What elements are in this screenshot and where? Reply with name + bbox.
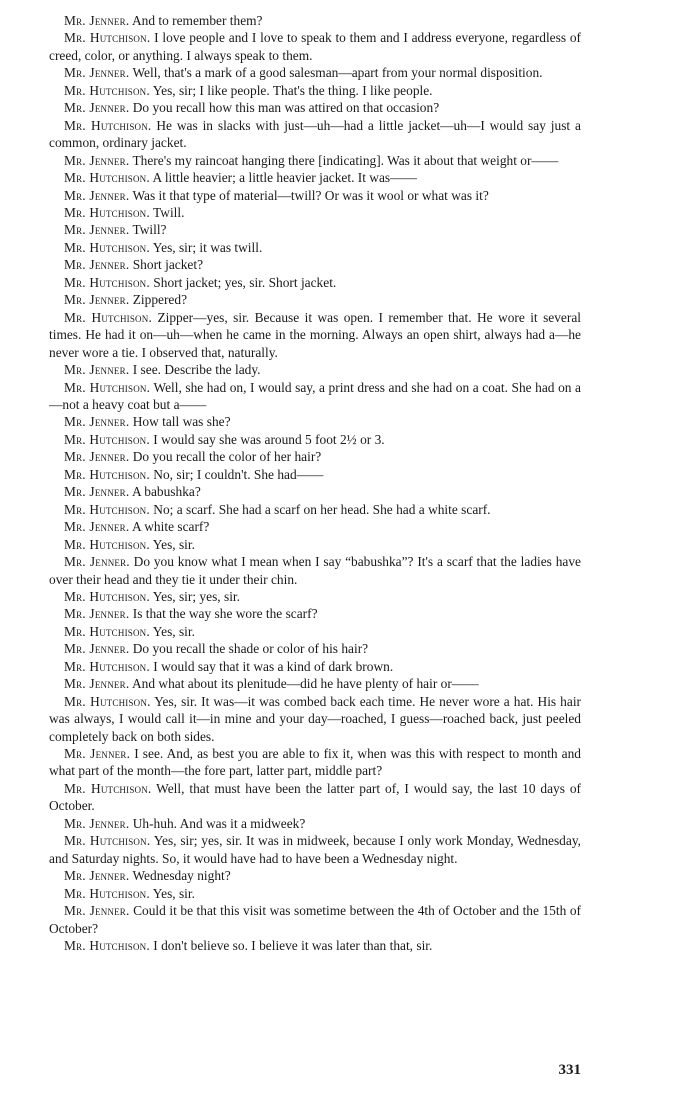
speaker-name: Mr. Jenner. bbox=[64, 187, 130, 203]
statement-text: Yes, sir. It was—it was combed back each time. He never wore a hat. His hair was always, I would call it—in mine and your day—roached, I guess—roached back, just peeled completely back on both sides. bbox=[49, 693, 581, 744]
testimony-paragraph bbox=[49, 152, 581, 169]
speaker-name: Mr. Jenner. bbox=[64, 414, 130, 430]
speaker-name: Mr. Hutchison. bbox=[64, 466, 150, 482]
testimony-paragraph bbox=[49, 553, 581, 588]
testimony-paragraph bbox=[49, 483, 581, 500]
statement-text: There's my raincoat hanging there [indicating]. Was it about that weight or—— bbox=[132, 152, 559, 168]
testimony-paragraph bbox=[49, 204, 581, 221]
statement-text: Yes, sir; yes, sir. bbox=[152, 588, 240, 604]
speaker-name: Mr. Jenner. bbox=[64, 13, 130, 28]
statement-text: No; a scarf. She had a scarf on her head. She had a white scarf. bbox=[153, 501, 491, 517]
speaker-name: Mr. Hutchison. bbox=[64, 658, 150, 674]
speaker-name: Mr. Jenner. bbox=[64, 100, 130, 116]
statement-text: Do you recall the color of her hair? bbox=[132, 449, 322, 465]
testimony-paragraph bbox=[49, 309, 581, 361]
statement-text: Twill? bbox=[132, 222, 167, 238]
speaker-name: Mr. Hutchison. bbox=[64, 309, 153, 325]
statement-text: I love people and I love to speak to them and I address everyone, regardless of creed, color, or anything. I always speak to them. bbox=[49, 30, 581, 63]
statement-text: Yes, sir. bbox=[152, 623, 195, 639]
speaker-name: Mr. Jenner. bbox=[64, 362, 130, 378]
statement-text: Zippered? bbox=[132, 292, 188, 308]
testimony-paragraph bbox=[49, 256, 581, 273]
testimony-paragraph bbox=[49, 937, 581, 954]
statement-text: No, sir; I couldn't. She had—— bbox=[153, 466, 324, 482]
statement-text: A little heavier; a little heavier jacket. It was—— bbox=[152, 170, 417, 186]
speaker-name: Mr. Hutchison. bbox=[64, 239, 150, 255]
speaker-name: Mr. Jenner. bbox=[64, 815, 130, 831]
testimony-text bbox=[49, 12, 581, 954]
testimony-paragraph bbox=[49, 780, 581, 815]
statement-text: He was in slacks with just—uh—had a little jacket—uh—I would say just a common, ordinary jacket. bbox=[49, 117, 581, 151]
testimony-paragraph bbox=[49, 221, 581, 238]
speaker-name: Mr. Hutchison. bbox=[64, 885, 150, 901]
statement-text: I would say she was around 5 foot 2½ or 3. bbox=[153, 431, 385, 447]
testimony-paragraph bbox=[49, 99, 581, 116]
speaker-name: Mr. Jenner. bbox=[64, 676, 130, 692]
statement-text: Short jacket; yes, sir. Short jacket. bbox=[153, 274, 337, 290]
speaker-name: Mr. Hutchison. bbox=[64, 379, 151, 395]
statement-text: Yes, sir. bbox=[152, 536, 195, 552]
speaker-name: Mr. Jenner. bbox=[64, 554, 130, 570]
testimony-paragraph bbox=[49, 291, 581, 308]
speaker-name: Mr. Hutchison. bbox=[64, 82, 150, 98]
statement-text: Do you know what I mean when I say “babushka”? It's a scarf that the ladies have over their head and they tie it under their chin. bbox=[49, 554, 581, 587]
testimony-paragraph bbox=[49, 239, 581, 256]
speaker-name: Mr. Jenner. bbox=[64, 484, 130, 500]
statement-text: And what about its plenitude—did he have plenty of hair or—— bbox=[131, 676, 479, 692]
speaker-name: Mr. Jenner. bbox=[64, 868, 130, 884]
testimony-paragraph bbox=[49, 832, 581, 867]
speaker-name: Mr. Jenner. bbox=[64, 222, 130, 238]
testimony-paragraph bbox=[49, 501, 581, 518]
testimony-paragraph bbox=[49, 815, 581, 832]
statement-text: Yes, sir. bbox=[152, 885, 195, 901]
statement-text: Yes, sir; I like people. That's the thing. I like people. bbox=[152, 82, 433, 98]
testimony-paragraph bbox=[49, 12, 581, 29]
speaker-name: Mr. Hutchison. bbox=[64, 693, 151, 709]
statement-text: How tall was she? bbox=[132, 414, 231, 430]
testimony-paragraph bbox=[49, 117, 581, 152]
testimony-paragraph bbox=[49, 885, 581, 902]
speaker-name: Mr. Hutchison. bbox=[64, 431, 150, 447]
statement-text: Short jacket? bbox=[132, 257, 204, 273]
speaker-name: Mr. Hutchison. bbox=[64, 30, 151, 46]
speaker-name: Mr. Hutchison. bbox=[64, 536, 150, 552]
speaker-name: Mr. Jenner. bbox=[64, 152, 130, 168]
speaker-name: Mr. Hutchison. bbox=[64, 588, 150, 604]
speaker-name: Mr. Jenner. bbox=[64, 292, 130, 308]
testimony-paragraph bbox=[49, 169, 581, 186]
statement-text: Yes, sir; it was twill. bbox=[152, 239, 263, 255]
testimony-paragraph bbox=[49, 588, 581, 605]
speaker-name: Mr. Hutchison. bbox=[64, 501, 150, 517]
statement-text: I don't believe so. I believe it was later than that, sir. bbox=[153, 938, 433, 954]
statement-text: Zipper—yes, sir. Because it was open. I remember that. He wore it several times. He had it on—uh—when he came in the morning. Always an open shirt, always had a—he never wore a tie. I observed that, naturally. bbox=[49, 309, 581, 360]
statement-text: Wednesday night? bbox=[132, 868, 231, 884]
testimony-paragraph bbox=[49, 658, 581, 675]
testimony-paragraph bbox=[49, 605, 581, 622]
statement-text: Uh-huh. And was it a midweek? bbox=[132, 815, 306, 831]
testimony-paragraph bbox=[49, 64, 581, 81]
speaker-name: Mr. Jenner. bbox=[64, 641, 130, 657]
statement-text: Do you recall how this man was attired on that occasion? bbox=[132, 100, 440, 116]
statement-text: Is that the way she wore the scarf? bbox=[132, 606, 318, 622]
statement-text: Well, that's a mark of a good salesman—apart from your normal disposition. bbox=[132, 65, 543, 81]
speaker-name: Mr. Jenner. bbox=[64, 606, 130, 622]
testimony-paragraph bbox=[49, 623, 581, 640]
statement-text: I see. And, as best you are able to fix it, when was this with respect to month and what part of the month—the fore part, latter part, middle part? bbox=[49, 746, 581, 779]
testimony-paragraph bbox=[49, 867, 581, 884]
testimony-paragraph bbox=[49, 902, 581, 937]
statement-text: Do you recall the shade or color of his hair? bbox=[132, 641, 369, 657]
statement-text: I would say that it was a kind of dark brown. bbox=[153, 658, 394, 674]
speaker-name: Mr. Jenner. bbox=[64, 519, 130, 535]
testimony-paragraph bbox=[49, 413, 581, 430]
testimony-paragraph bbox=[49, 82, 581, 99]
statement-text: And to remember them? bbox=[131, 13, 263, 28]
speaker-name: Mr. Jenner. bbox=[64, 903, 130, 919]
speaker-name: Mr. Hutchison. bbox=[64, 623, 150, 639]
testimony-paragraph bbox=[49, 379, 581, 414]
testimony-paragraph bbox=[49, 361, 581, 378]
speaker-name: Mr. Jenner. bbox=[64, 449, 130, 465]
statement-text: A white scarf? bbox=[131, 519, 210, 535]
speaker-name: Mr. Jenner. bbox=[64, 257, 130, 273]
statement-text: Well, that must have been the latter part of, I would say, the last 10 days of October. bbox=[49, 780, 582, 814]
statement-text: A babushka? bbox=[131, 484, 201, 500]
speaker-name: Mr. Hutchison. bbox=[64, 117, 152, 133]
testimony-paragraph bbox=[49, 274, 581, 291]
testimony-paragraph bbox=[49, 536, 581, 553]
speaker-name: Mr. Hutchison. bbox=[64, 170, 150, 186]
testimony-paragraph bbox=[49, 518, 581, 535]
statement-text: I see. Describe the lady. bbox=[132, 362, 261, 378]
speaker-name: Mr. Hutchison. bbox=[64, 833, 151, 849]
speaker-name: Mr. Jenner. bbox=[64, 746, 131, 762]
testimony-paragraph bbox=[49, 466, 581, 483]
statement-text: Could it be that this visit was sometime between the 4th of October and the 15th of October? bbox=[49, 903, 581, 936]
testimony-paragraph bbox=[49, 675, 581, 692]
testimony-paragraph bbox=[49, 448, 581, 465]
testimony-paragraph bbox=[49, 745, 581, 780]
statement-text: Twill. bbox=[153, 204, 185, 220]
speaker-name: Mr. Hutchison. bbox=[64, 204, 150, 220]
statement-text: Was it that type of material—twill? Or was it wool or what was it? bbox=[132, 187, 489, 203]
testimony-paragraph bbox=[49, 640, 581, 657]
testimony-paragraph bbox=[49, 431, 581, 448]
speaker-name: Mr. Hutchison. bbox=[64, 938, 150, 954]
testimony-paragraph bbox=[49, 187, 581, 204]
page-number: 331 bbox=[558, 1062, 581, 1078]
testimony-paragraph bbox=[49, 693, 581, 745]
testimony-paragraph bbox=[49, 29, 581, 64]
statement-text: Well, she had on, I would say, a print dress and she had on a coat. She had on a—not a heavy coat but a—— bbox=[49, 379, 581, 412]
speaker-name: Mr. Hutchison. bbox=[64, 780, 152, 796]
speaker-name: Mr. Jenner. bbox=[64, 65, 130, 81]
speaker-name: Mr. Hutchison. bbox=[64, 274, 150, 290]
statement-text: Yes, sir; yes, sir. It was in midweek, because I only work Monday, Wednesday, and Saturday nights. So, it would have had to have been a Wednesday night. bbox=[49, 833, 581, 866]
